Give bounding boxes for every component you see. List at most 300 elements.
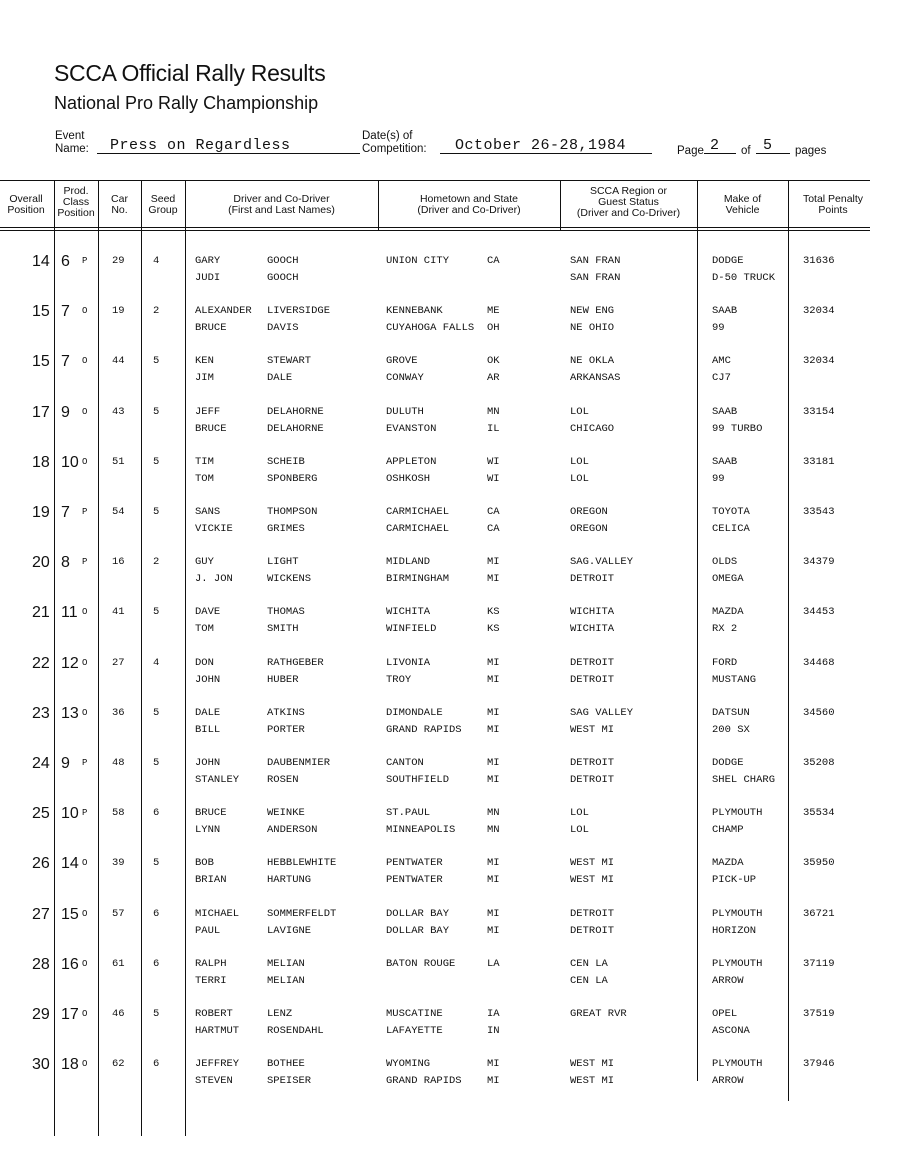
header-prod-class: Prod. Class Position — [57, 185, 95, 219]
codriver-region: DETROIT — [570, 924, 615, 937]
codriver-state: MI — [487, 1075, 500, 1088]
date-value: October 26-28,1984 — [455, 137, 627, 154]
codriver-state: MI — [487, 673, 500, 686]
total-penalty-points: 34560 — [803, 706, 835, 719]
vehicle-model: 99 — [712, 472, 725, 485]
codriver-hometown: DOLLAR BAY — [386, 924, 450, 937]
prod-class-letter: P — [82, 256, 88, 266]
driver-last-name: ATKINS — [267, 706, 305, 719]
driver-last-name: HEBBLEWHITE — [267, 857, 337, 870]
driver-state: MI — [487, 1058, 500, 1071]
driver-state: MN — [487, 405, 500, 418]
total-penalty-points: 32034 — [803, 355, 835, 368]
driver-first-name: JEFFREY — [195, 1058, 240, 1071]
total-penalty-points: 34453 — [803, 606, 835, 619]
codriver-state: OH — [487, 322, 500, 335]
driver-region: NE OKLA — [570, 355, 615, 368]
driver-region: DETROIT — [570, 907, 615, 920]
driver-first-name: DON — [195, 656, 214, 669]
driver-hometown: UNION CITY — [386, 255, 450, 267]
overall-position: 21 — [32, 604, 50, 622]
codriver-state: WI — [487, 472, 500, 485]
codriver-first-name: LYNN — [195, 824, 221, 837]
codriver-region: WEST MI — [570, 1075, 615, 1088]
driver-first-name: MICHAEL — [195, 907, 240, 920]
prod-class-letter: O — [82, 657, 88, 668]
driver-region: CEN LA — [570, 957, 608, 970]
codriver-last-name: PORTER — [267, 723, 305, 736]
driver-state: CA — [487, 255, 500, 267]
driver-state: KS — [487, 606, 500, 619]
seed-group: 6 — [153, 907, 160, 920]
driver-region: LOL — [570, 807, 589, 820]
table-row — [0, 353, 900, 403]
vehicle-make: SAAB — [712, 305, 738, 318]
seed-group: 5 — [153, 455, 160, 468]
codriver-last-name: ROSENDAHL — [267, 1025, 324, 1037]
vehicle-make: MAZDA — [712, 857, 744, 870]
driver-first-name: TIM — [195, 455, 214, 468]
driver-hometown: LIVONIA — [386, 656, 431, 669]
seed-group: 2 — [153, 556, 160, 569]
page-subtitle: National Pro Rally Championship — [54, 93, 319, 113]
seed-group: 5 — [153, 405, 160, 418]
driver-hometown: CARMICHAEL — [386, 506, 450, 518]
codriver-hometown: CUYAHOGA FALLS — [386, 322, 475, 335]
table-row — [0, 705, 900, 755]
codriver-region: ARKANSAS — [570, 372, 621, 385]
seed-group: 6 — [153, 957, 160, 970]
codriver-last-name: GOOCH — [267, 272, 299, 284]
event-name-value: Press on Regardless — [110, 137, 291, 154]
vehicle-model: D-50 TRUCK — [712, 272, 776, 284]
header-region: SCCA Region or Guest Status (Driver and Co-Driver) — [576, 185, 681, 219]
seed-group: 6 — [153, 1058, 160, 1071]
overall-position: 22 — [32, 654, 50, 672]
name-label: Name: — [55, 143, 89, 155]
table-row — [0, 956, 900, 1006]
codriver-last-name: HARTUNG — [267, 874, 312, 887]
car-number: 48 — [112, 757, 125, 769]
driver-first-name: JEFF — [195, 405, 221, 418]
codriver-state: MI — [487, 774, 500, 786]
prod-class-position: 16 — [61, 955, 79, 973]
driver-first-name: ALEXANDER — [195, 305, 252, 318]
driver-hometown: DIMONDALE — [386, 706, 443, 719]
codriver-last-name: HUBER — [267, 673, 299, 686]
vehicle-make: AMC — [712, 355, 731, 368]
vehicle-model: RX 2 — [712, 623, 738, 636]
vehicle-make: PLYMOUTH — [712, 807, 763, 820]
driver-first-name: GARY — [195, 255, 221, 267]
driver-last-name: DELAHORNE — [267, 405, 324, 418]
driver-last-name: DAUBENMIER — [267, 757, 331, 769]
prod-class-position: 17 — [61, 1006, 79, 1023]
table-row — [0, 855, 900, 905]
driver-state: IA — [487, 1008, 500, 1020]
codriver-last-name: SPONBERG — [267, 472, 318, 485]
total-penalty-points: 31636 — [803, 255, 835, 267]
table-row — [0, 504, 900, 554]
driver-state: LA — [487, 957, 500, 970]
driver-first-name: BOB — [195, 857, 214, 870]
codriver-hometown: GRAND RAPIDS — [386, 1075, 462, 1088]
header-points: Total Penalty Points — [802, 193, 864, 216]
total-penalty-points: 33543 — [803, 506, 835, 518]
driver-hometown: ST.PAUL — [386, 807, 431, 820]
driver-region: SAG.VALLEY — [570, 556, 634, 569]
driver-hometown: WICHITA — [386, 606, 431, 619]
vehicle-model: 99 — [712, 322, 725, 335]
codriver-region: LOL — [570, 472, 589, 485]
vehicle-model: CJ7 — [712, 372, 731, 385]
prod-class-position: 13 — [61, 704, 79, 722]
prod-class-letter: O — [82, 958, 88, 969]
driver-hometown: PENTWATER — [386, 857, 443, 870]
vehicle-make: DODGE — [712, 757, 744, 769]
vehicle-make: OPEL — [712, 1008, 738, 1020]
total-penalty-points: 33181 — [803, 455, 835, 468]
vehicle-make: SAAB — [712, 455, 738, 468]
codriver-last-name: SMITH — [267, 623, 299, 636]
prod-class-letter: O — [82, 356, 88, 367]
codriver-state: MI — [487, 874, 500, 887]
seed-group: 5 — [153, 355, 160, 368]
header-make: Make of Vehicle — [723, 193, 762, 216]
car-number: 27 — [112, 656, 125, 669]
seed-group: 2 — [153, 305, 160, 318]
vehicle-model: MUSTANG — [712, 673, 757, 686]
prod-class-letter: O — [82, 707, 88, 718]
driver-first-name: SANS — [195, 506, 221, 518]
codriver-first-name: VICKIE — [195, 523, 233, 535]
pages-label: pages — [795, 145, 827, 157]
driver-state: ME — [487, 305, 500, 318]
codriver-region: DETROIT — [570, 774, 615, 786]
overall-position: 23 — [32, 704, 50, 722]
codriver-region: CEN LA — [570, 974, 608, 987]
prod-class-letter: O — [82, 1059, 88, 1070]
prod-class-letter: O — [82, 1009, 88, 1019]
driver-region: GREAT RVR — [570, 1008, 627, 1020]
table-row — [0, 805, 900, 855]
codriver-hometown: GRAND RAPIDS — [386, 723, 462, 736]
codriver-hometown: LAFAYETTE — [386, 1025, 443, 1037]
seed-group: 5 — [153, 706, 160, 719]
codriver-hometown: PENTWATER — [386, 874, 443, 887]
total-penalty-points: 35208 — [803, 757, 835, 769]
vehicle-model: ASCONA — [712, 1025, 750, 1037]
prod-class-letter: P — [82, 758, 88, 768]
car-number: 36 — [112, 706, 125, 719]
table-row — [0, 655, 900, 705]
prod-class-position: 7 — [61, 303, 70, 321]
codriver-region: DETROIT — [570, 573, 615, 586]
driver-last-name: THOMAS — [267, 606, 305, 619]
codriver-first-name: JUDI — [195, 272, 221, 284]
table-row — [0, 303, 900, 353]
total-penalty-points: 37519 — [803, 1008, 835, 1020]
codriver-first-name: PAUL — [195, 924, 221, 937]
car-number: 19 — [112, 305, 125, 318]
codriver-state: KS — [487, 623, 500, 636]
prod-class-position: 14 — [61, 855, 79, 873]
driver-hometown: WYOMING — [386, 1058, 431, 1071]
driver-state: MI — [487, 556, 500, 569]
seed-group: 5 — [153, 506, 160, 518]
codriver-hometown: EVANSTON — [386, 422, 437, 435]
prod-class-position: 7 — [61, 504, 70, 521]
codriver-region: WEST MI — [570, 874, 615, 887]
prod-class-position: 6 — [61, 253, 70, 270]
codriver-region: LOL — [570, 824, 589, 837]
table-top-rule — [0, 180, 870, 181]
overall-position: 24 — [32, 755, 50, 772]
header-overall-position: Overall Position — [7, 193, 45, 216]
seed-group: 6 — [153, 807, 160, 820]
overall-position: 15 — [32, 353, 50, 371]
codriver-hometown: WINFIELD — [386, 623, 437, 636]
total-penalty-points: 33154 — [803, 405, 835, 418]
overall-position: 14 — [32, 253, 50, 270]
driver-last-name: BOTHEE — [267, 1058, 305, 1071]
prod-class-position: 12 — [61, 654, 79, 672]
driver-state: WI — [487, 455, 500, 468]
table-row — [0, 906, 900, 956]
table-row — [0, 604, 900, 654]
seed-group: 5 — [153, 1008, 160, 1020]
driver-region: LOL — [570, 405, 589, 418]
prod-class-letter: O — [82, 858, 88, 869]
codriver-hometown: CARMICHAEL — [386, 523, 450, 535]
prod-class-letter: O — [82, 607, 88, 618]
overall-position: 29 — [32, 1006, 50, 1023]
codriver-first-name: TERRI — [195, 974, 227, 987]
driver-first-name: BRUCE — [195, 807, 227, 820]
car-number: 57 — [112, 907, 125, 920]
prod-class-letter: P — [82, 507, 88, 517]
overall-position: 27 — [32, 905, 50, 923]
vehicle-make: TOYOTA — [712, 506, 750, 518]
codriver-hometown: OSHKOSH — [386, 472, 431, 485]
driver-state: MI — [487, 857, 500, 870]
driver-last-name: STEWART — [267, 355, 312, 368]
codriver-last-name: ANDERSON — [267, 824, 318, 837]
total-underline — [756, 153, 790, 154]
total-penalty-points: 32034 — [803, 305, 835, 318]
overall-position: 18 — [32, 453, 50, 471]
date-label: Date(s) of — [362, 130, 413, 142]
total-penalty-points: 37946 — [803, 1058, 835, 1071]
vehicle-model: HORIZON — [712, 924, 757, 937]
driver-state: MI — [487, 706, 500, 719]
page-number: 2 — [710, 137, 720, 154]
header-car-no: Car No. — [111, 193, 128, 216]
codriver-region: WEST MI — [570, 723, 615, 736]
codriver-state: IN — [487, 1025, 500, 1037]
driver-last-name: LIGHT — [267, 556, 299, 569]
vehicle-model: ARROW — [712, 974, 744, 987]
codriver-last-name: GRIMES — [267, 523, 305, 535]
car-number: 41 — [112, 606, 125, 619]
car-number: 39 — [112, 857, 125, 870]
prod-class-letter: O — [82, 908, 88, 919]
total-penalty-points: 34468 — [803, 656, 835, 669]
driver-first-name: KEN — [195, 355, 214, 368]
total-penalty-points: 35534 — [803, 807, 835, 820]
total-penalty-points: 35950 — [803, 857, 835, 870]
codriver-state: MI — [487, 723, 500, 736]
codriver-last-name: SPEISER — [267, 1075, 312, 1088]
driver-last-name: MELIAN — [267, 957, 305, 970]
driver-region: NEW ENG — [570, 305, 615, 318]
codriver-hometown: SOUTHFIELD — [386, 774, 450, 786]
overall-position: 30 — [32, 1056, 50, 1074]
vehicle-model: SHEL CHARG — [712, 774, 776, 786]
car-number: 62 — [112, 1058, 125, 1071]
vehicle-make: PLYMOUTH — [712, 957, 763, 970]
table-row — [0, 454, 900, 504]
table-row — [0, 755, 900, 805]
driver-state: MI — [487, 907, 500, 920]
codriver-last-name: ROSEN — [267, 774, 299, 786]
overall-position: 25 — [32, 805, 50, 823]
table-row — [0, 1056, 900, 1106]
vehicle-make: MAZDA — [712, 606, 744, 619]
codriver-first-name: J. JON — [195, 573, 233, 586]
driver-state: OK — [487, 355, 500, 368]
driver-hometown: BATON ROUGE — [386, 957, 456, 970]
driver-last-name: GOOCH — [267, 255, 299, 267]
codriver-last-name: DAVIS — [267, 322, 299, 335]
codriver-hometown: BIRMINGHAM — [386, 573, 450, 586]
driver-region: LOL — [570, 455, 589, 468]
total-penalty-points: 36721 — [803, 907, 835, 920]
driver-hometown: DOLLAR BAY — [386, 907, 450, 920]
codriver-state: MI — [487, 924, 500, 937]
prod-class-position: 10 — [61, 453, 79, 471]
codriver-last-name: DELAHORNE — [267, 422, 324, 435]
of-label: of — [741, 145, 751, 157]
codriver-first-name: JOHN — [195, 673, 221, 686]
overall-position: 15 — [32, 303, 50, 321]
driver-first-name: ROBERT — [195, 1008, 233, 1020]
car-number: 46 — [112, 1008, 125, 1020]
codriver-region: NE OHIO — [570, 322, 615, 335]
overall-position: 17 — [32, 403, 50, 421]
driver-first-name: RALPH — [195, 957, 227, 970]
seed-group: 5 — [153, 606, 160, 619]
codriver-first-name: HARTMUT — [195, 1025, 240, 1037]
codriver-last-name: LAVIGNE — [267, 924, 312, 937]
car-number: 61 — [112, 957, 125, 970]
codriver-region: DETROIT — [570, 673, 615, 686]
driver-region: SAN FRAN — [570, 255, 621, 267]
driver-state: MI — [487, 757, 500, 769]
page-total: 5 — [763, 137, 773, 154]
prod-class-letter: O — [82, 406, 88, 417]
page-underline — [704, 153, 736, 154]
driver-state: CA — [487, 506, 500, 518]
driver-last-name: SOMMERFELDT — [267, 907, 337, 920]
car-number: 44 — [112, 355, 125, 368]
page-label: Page — [677, 145, 704, 157]
prod-class-position: 9 — [61, 403, 70, 421]
codriver-first-name: TOM — [195, 472, 214, 485]
table-row — [0, 1006, 900, 1056]
driver-last-name: THOMPSON — [267, 506, 318, 518]
driver-region: WICHITA — [570, 606, 615, 619]
driver-hometown: GROVE — [386, 355, 418, 368]
driver-region: WEST MI — [570, 857, 615, 870]
total-penalty-points: 37119 — [803, 957, 835, 970]
header-driver: Driver and Co-Driver (First and Last Names) — [228, 193, 335, 216]
codriver-hometown: CONWAY — [386, 372, 424, 385]
codriver-state: AR — [487, 372, 500, 385]
driver-last-name: WEINKE — [267, 807, 305, 820]
prod-class-position: 18 — [61, 1056, 79, 1074]
driver-hometown: DULUTH — [386, 405, 424, 418]
vehicle-make: DODGE — [712, 255, 744, 267]
seed-group: 5 — [153, 757, 160, 769]
car-number: 29 — [112, 255, 125, 267]
overall-position: 28 — [32, 955, 50, 973]
driver-last-name: SCHEIB — [267, 455, 305, 468]
codriver-state: CA — [487, 523, 500, 535]
driver-first-name: DAVE — [195, 606, 221, 619]
driver-last-name: LENZ — [267, 1008, 293, 1020]
seed-group: 4 — [153, 656, 160, 669]
codriver-region: OREGON — [570, 523, 608, 535]
total-penalty-points: 34379 — [803, 556, 835, 569]
car-number: 58 — [112, 807, 125, 820]
prod-class-position: 9 — [61, 755, 70, 772]
overall-position: 20 — [32, 554, 50, 572]
codriver-hometown: MINNEAPOLIS — [386, 824, 456, 837]
codriver-first-name: BRUCE — [195, 322, 227, 335]
page-title: SCCA Official Rally Results — [54, 60, 326, 86]
driver-hometown: APPLETON — [386, 455, 437, 468]
codriver-first-name: BRIAN — [195, 874, 227, 887]
prod-class-position: 10 — [61, 805, 79, 823]
seed-group: 5 — [153, 857, 160, 870]
codriver-state: MN — [487, 824, 500, 837]
vehicle-model: CELICA — [712, 523, 750, 535]
driver-first-name: GUY — [195, 556, 214, 569]
vehicle-model: 99 TURBO — [712, 422, 763, 435]
overall-position: 19 — [32, 504, 50, 521]
prod-class-letter: O — [82, 456, 88, 467]
codriver-first-name: STEVEN — [195, 1075, 233, 1088]
header-seed-group: Seed Group — [148, 193, 178, 216]
seed-group: 4 — [153, 255, 160, 267]
vehicle-model: OMEGA — [712, 573, 744, 586]
vehicle-make: SAAB — [712, 405, 738, 418]
vehicle-make: OLDS — [712, 556, 738, 569]
codriver-region: CHICAGO — [570, 422, 615, 435]
driver-state: MN — [487, 807, 500, 820]
table-row — [0, 253, 900, 303]
driver-last-name: LIVERSIDGE — [267, 305, 331, 318]
header-hometown: Hometown and State (Driver and Co-Driver) — [417, 193, 521, 216]
vehicle-model: ARROW — [712, 1075, 744, 1088]
vehicle-model: CHAMP — [712, 824, 744, 837]
driver-hometown: MIDLAND — [386, 556, 431, 569]
driver-region: DETROIT — [570, 757, 615, 769]
driver-region: OREGON — [570, 506, 608, 518]
prod-class-position: 15 — [61, 905, 79, 923]
driver-hometown: MUSCATINE — [386, 1008, 443, 1020]
